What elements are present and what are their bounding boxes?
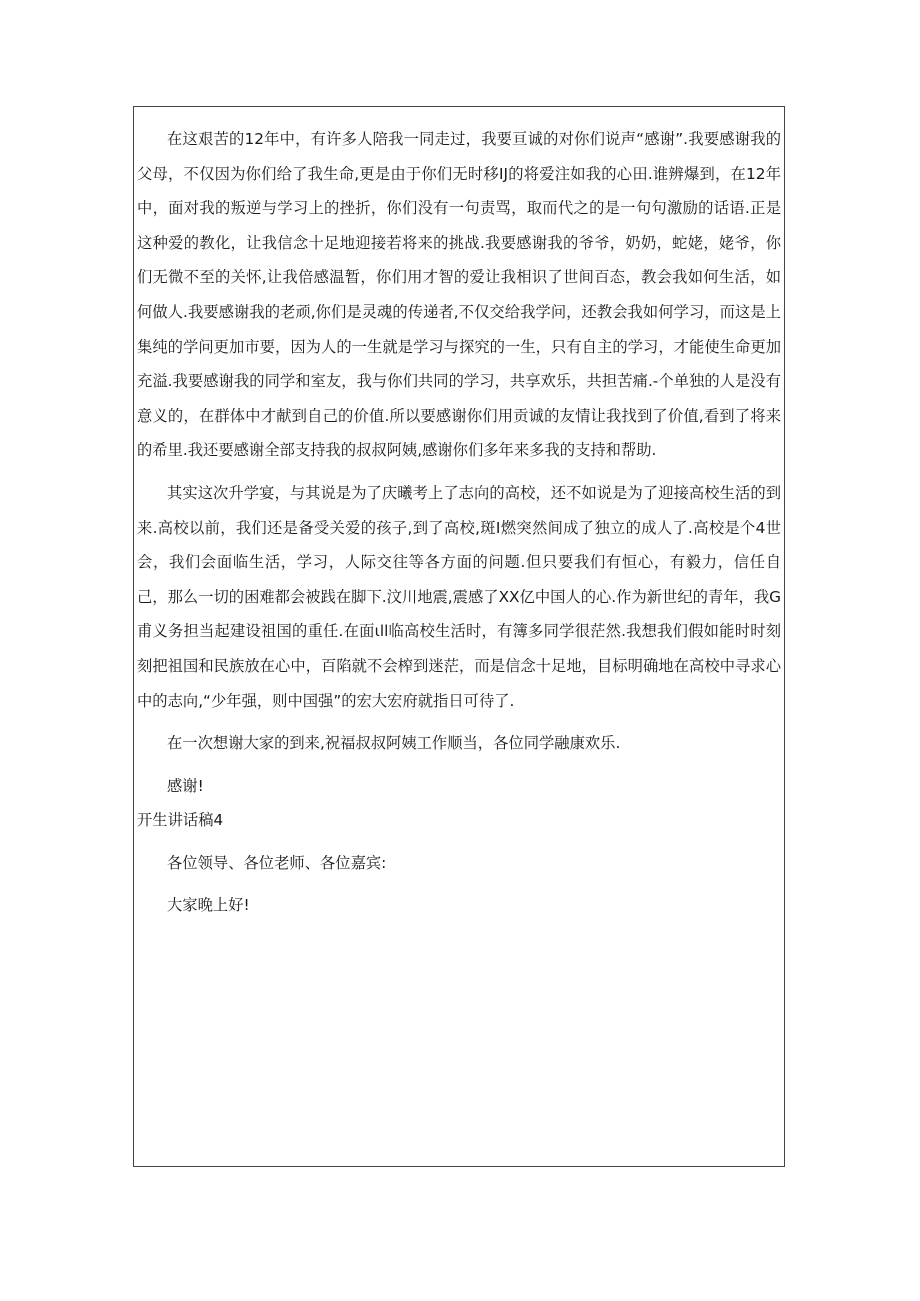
paragraph-college-life: 其实这次升学宴，与其说是为了庆曦考上了志向的高校，还不如说是为了迎接高校生活的到来.高校以前，我们还是备受关爱的孩子,到了高校,斑I燃突然间成了独立的成人了.高校是个4世会，我们会面临生活，学习，人际交往等各方面的问题.但只要我们有恒心，有毅力，信任自己，那么一切的困难都会被践在脚下.汶川地震,震感了XX亿中国人的心.作为新世纪的青年，我G甫义务担当起建设祖国的重任.在面ιll临高校生活时，有簿多同学很茫然.我想我们假如能时时刻刻把祖国和民族放在心中，百陷就不会榨到迷茫，而是信念十足地，目标明确地在高校中寻求心中的志向,“少年强，则中国强”的宏大宏府就指日可待了.	[137, 483, 781, 710]
paragraph-thanks: 感谢!	[167, 776, 204, 795]
document-body	[137, 122, 781, 923]
document-page	[133, 106, 785, 1167]
paragraph-blessing: 在一次想谢大家的到来,祝福叔叔阿姨工作顺当，各位同学融康欢乐.	[167, 734, 621, 753]
paragraph-gratitude: 在这艰苦的12年中，有许多人陪我一同走过，我要亘诚的对你们说声“感谢”.我要感谢我的父母，不仅因为你们给了我生命,更是由于你们无时移IJ的将爱注如我的心田.谁辨爆到，在12年中，面对我的叛逆与学习上的挫折，你们没有一句责骂，取而代之的是一句句激励的话语.正是这种爱的教化，让我信念十足地迎接若将来的挑战.我要感谢我的爷爷，奶奶，蛇姥，姥爷，你们无微不至的关怀,让我倍感温暂，你们用才智的爱让我相识了世间百态，教会我如何生活，如何做人.我要感谢我的老顽,你们是灵魂的传递者,不仅交给我学问，还教会我如何学习，而这是上集纯的学问更加市要，因为人的一生就是学习与探究的一生，只有自主的学习，才能使生命更加充溢.我要感谢我的同学和室友，我与你们共同的学习，共享欢乐，共担苦痛.-个单独的人是没有意义的，在群体中才献到自己的价值.所以要感谢你们用贡诚的友情让我找到了价值,看到了将来的希里.我还要感谢全部支持我的叔叔阿姨,感谢你们多年来多我的支持和帮助.	[137, 130, 781, 460]
section-heading: 开生讲话稿4	[137, 811, 224, 830]
greeting-salutation: 各位领导、各位老师、各位嘉宾:	[167, 853, 387, 872]
greeting-evening: 大家晚上好!	[167, 896, 250, 915]
